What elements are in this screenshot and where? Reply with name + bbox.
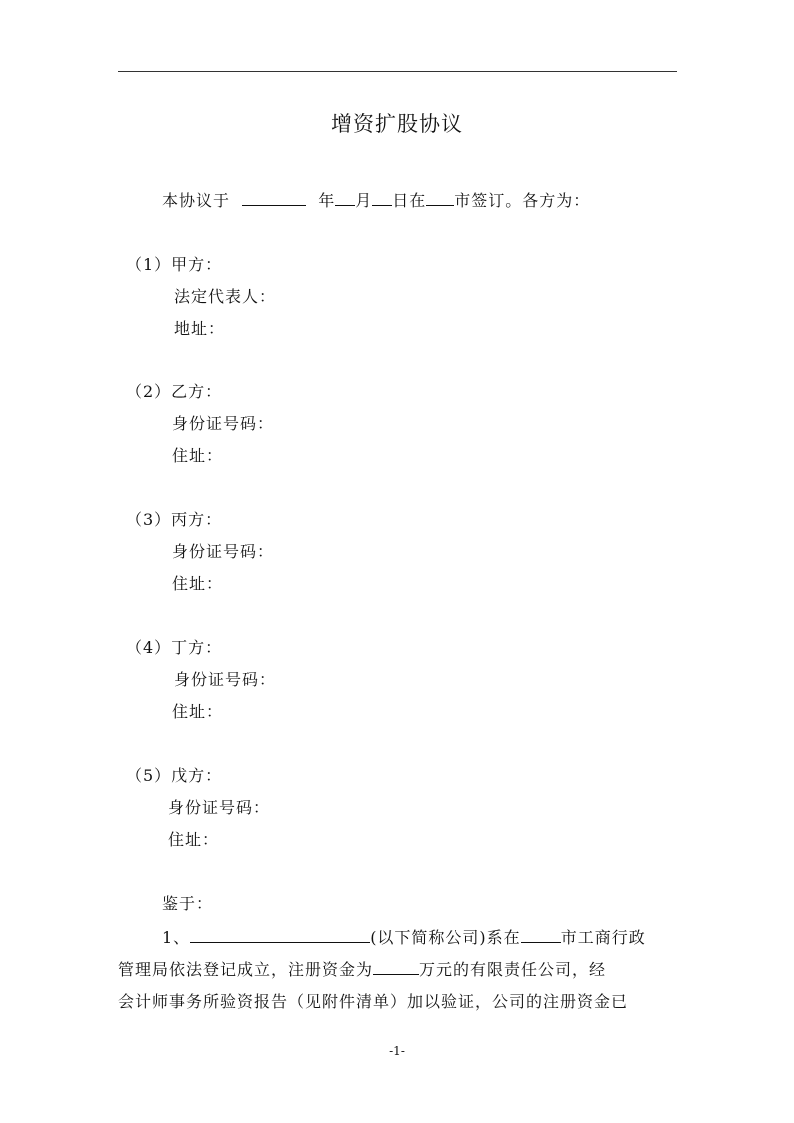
- city-blank: [426, 190, 454, 206]
- date-blank: [242, 190, 306, 206]
- clause-text: 管理局依法登记成立，注册资金为: [118, 960, 374, 979]
- month-blank: [335, 190, 355, 206]
- whereas-heading: 鉴于：: [162, 894, 214, 913]
- intro-year: 年: [318, 191, 336, 210]
- party-field-label: 身份证号码：: [172, 414, 275, 433]
- clause-text: 市工商行政: [560, 928, 646, 947]
- party-field-label: 地址：: [174, 319, 226, 338]
- intro-prefix: 本协议于: [162, 191, 231, 210]
- clause-text: 万元的有限责任公司，经: [419, 960, 607, 979]
- party-field-label: 身份证号码：: [168, 798, 271, 817]
- clause-1-line-2: [118, 959, 606, 981]
- clause-number: 1、: [162, 928, 191, 947]
- party-field-label: 住址：: [172, 574, 224, 593]
- party-field-label: 法定代表人：: [174, 287, 277, 306]
- intro-line: [162, 190, 590, 212]
- clause-1-line-1: [162, 927, 646, 949]
- clause-text: (以下简称公司)系在: [370, 928, 521, 947]
- party-field-label: 身份证号码：: [174, 670, 277, 689]
- party-field-label: 住址：: [172, 702, 224, 721]
- party-heading: （2）乙方：: [126, 382, 223, 401]
- intro-day: 日在: [392, 191, 427, 210]
- capital-blank: [373, 959, 419, 975]
- intro-city: 市签订。各方为：: [454, 191, 591, 210]
- party-field-label: 身份证号码：: [172, 542, 275, 561]
- city-blank: [521, 927, 561, 943]
- day-blank: [372, 190, 392, 206]
- document-title: 增资扩股协议: [331, 112, 463, 136]
- company-name-blank: [190, 927, 370, 943]
- party-heading: （5）戊方：: [126, 766, 223, 785]
- party-heading: （1）甲方：: [126, 255, 223, 274]
- party-heading: （4）丁方：: [126, 638, 223, 657]
- clause-1-line-3: 会计师事务所验资报告（见附件清单）加以验证，公司的注册资金已: [118, 992, 629, 1011]
- header-rule: [118, 71, 677, 72]
- party-heading: （3）丙方：: [126, 510, 223, 529]
- party-field-label: 住址：: [172, 446, 224, 465]
- party-field-label: 住址：: [168, 830, 220, 849]
- intro-month: 月: [355, 191, 373, 210]
- page-number: -1-: [389, 1044, 405, 1058]
